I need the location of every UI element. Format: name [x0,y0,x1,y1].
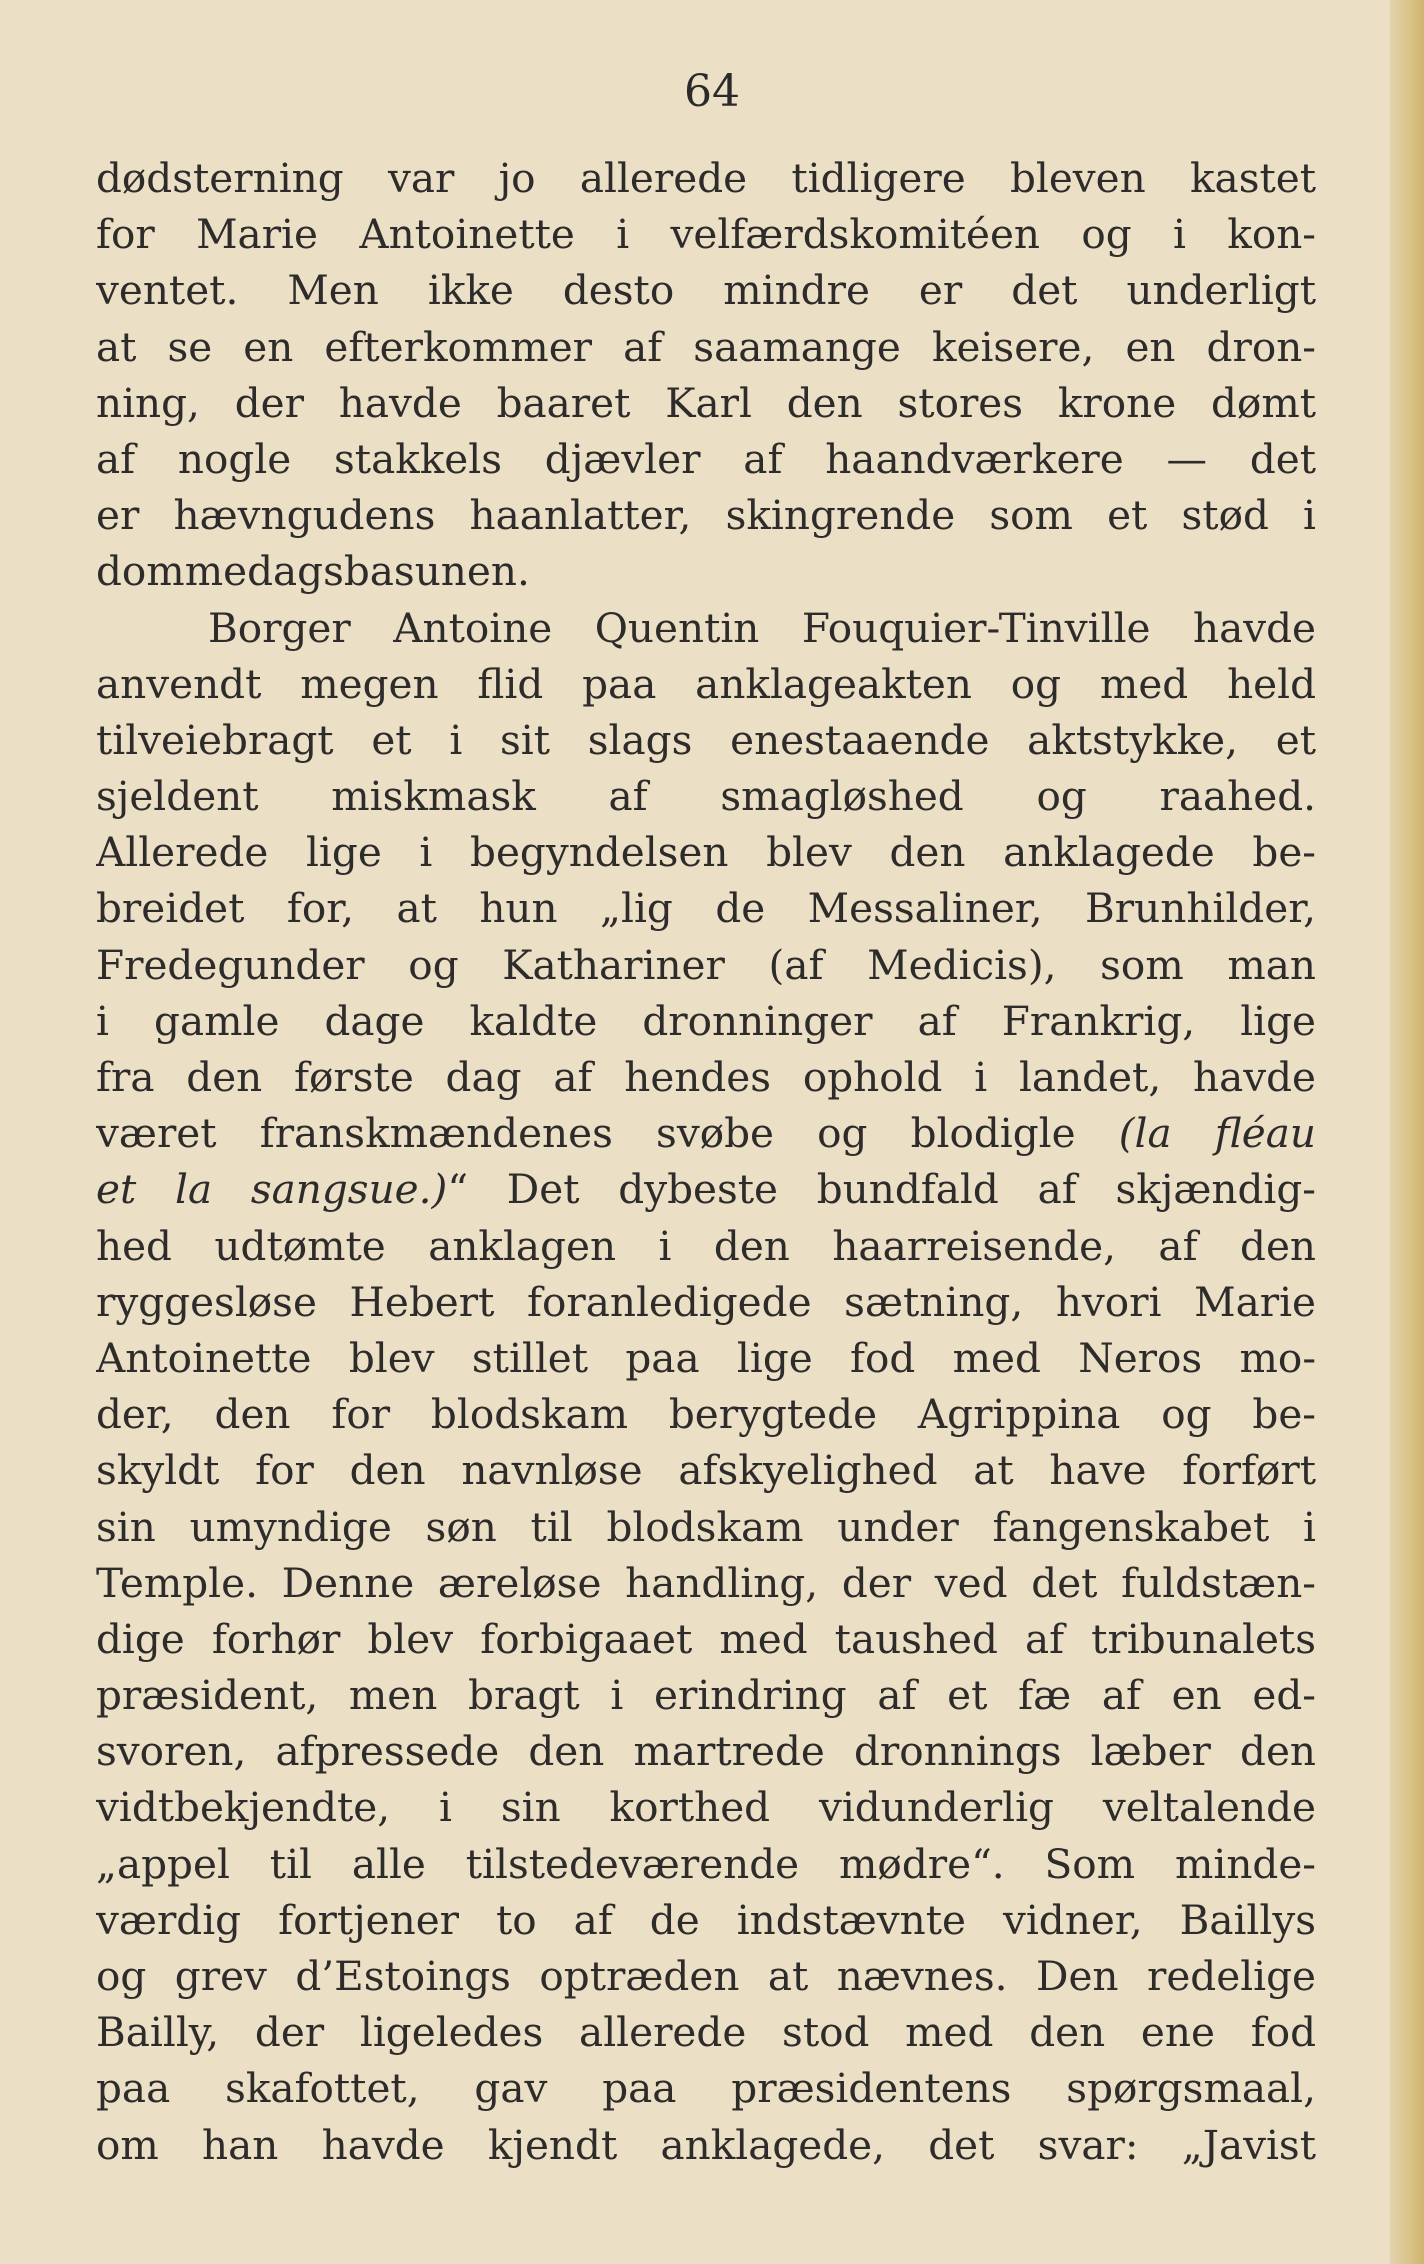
text-line [96,1218,1316,1274]
line-text: ning, der havde baaret Karl den stores krone dømt [96,378,1316,427]
line-text: i gamle dage kaldte dronninger af Frankrig, lige [96,996,1316,1045]
text-line [96,375,1316,431]
page-number: 64 [684,66,740,117]
line-text: anvendt megen flid paa anklageakten og med held [96,659,1316,708]
text-line [96,768,1316,824]
line-text: hed udtømte anklagen i den haarreisende, af den [96,1221,1316,1270]
line-text: for Marie Antoinette i velfærdskomitéen og i kon- [96,210,1316,259]
line-text: sjeldent miskmask af smagløshed og raahed. [96,772,1316,821]
text-line [96,543,1316,599]
line-text: ryggesløse Hebert foranledigede sætning, hvori Marie [96,1277,1316,1326]
line-text: Temple. Denne æreløse handling, der ved det fuldstæn- [96,1558,1316,1607]
text-line [96,993,1316,1049]
line-text: værdig fortjener to af de indstævnte vidner, Baillys [96,1895,1316,1944]
text-line [96,824,1316,880]
line-text: paa skafottet, gav paa præsidentens spørgsmaal, [96,2064,1316,2113]
line-text: sin umyndige søn til blodskam under fangenskabet i [96,1502,1316,1551]
text-line [96,600,1316,656]
italic-phrase: (la fléau [1075,1109,1316,1158]
text-line [96,1330,1316,1386]
line-text: at se en efterkommer af saamange keisere, en dron- [96,322,1316,371]
text-line [96,1836,1316,1892]
line-text: Antoinette blev stillet paa lige fod med Neros mo- [96,1333,1316,1382]
text-line [96,880,1316,936]
line-text: af nogle stakkels djævler af haandværkere — det [96,434,1316,483]
text-line [96,1049,1316,1105]
line-text: ventet. Men ikke desto mindre er det underligt [96,266,1316,315]
page-edge [1390,0,1424,2264]
line-text: fra den første dag af hendes ophold i landet, havde [96,1053,1316,1101]
text-line [96,487,1316,543]
text-line [96,712,1316,768]
text-line [96,1161,1316,1217]
text-line [96,262,1316,318]
text-line [96,1499,1316,1555]
text-line [96,1892,1316,1948]
text-line [96,937,1316,993]
line-text: præsident, men bragt i erindring af et fæ af en ed- [96,1671,1316,1720]
line-text: der, den for blodskam berygtede Agrippina og be- [96,1390,1316,1439]
line-text: dødsterning var jo allerede tidligere bleven kastet [96,154,1316,202]
text-line [96,1779,1316,1835]
line-text: svoren, afpressede den martrede dronnings læber den [96,1727,1316,1776]
line-text: “ Det dybeste bundfald af skjændig- [447,1165,1316,1214]
text-line [96,2004,1316,2060]
text-line [96,431,1316,487]
line-text: og grev d’Estoings optræden at nævnes. Den redelige [96,1952,1316,2000]
line-text: Allerede lige i begyndelsen blev den anklagede be- [96,828,1316,877]
body-text [96,150,1316,2173]
line-text: Borger Antoine Quentin Fouquier-Tinville havde [208,603,1316,652]
italic-phrase: et la sangsue.) [96,1165,448,1214]
text-line [96,1274,1316,1330]
text-line [96,1386,1316,1442]
text-line [96,1611,1316,1667]
text-line [96,319,1316,375]
text-line [96,2117,1316,2173]
line-text: „appel til alle tilstedeværende mødre“. Som minde- [96,1839,1316,1888]
line-text: Bailly, der ligeledes allerede stod med den ene fod [96,2008,1316,2057]
line-text: dommedagsbasunen. [96,547,530,596]
text-line [96,1723,1316,1779]
line-text: været franskmændenes svøbe og blodigle [96,1109,1076,1158]
text-line [96,1555,1316,1611]
line-text: skyldt for den navnløse afskyelighed at have forført [96,1446,1316,1495]
text-line [96,2060,1316,2116]
text-line [96,206,1316,262]
text-line [96,1667,1316,1723]
line-text: tilveiebragt et i sit slags enestaaende aktstykke, et [96,715,1316,764]
text-line [96,1442,1316,1498]
line-text: dige forhør blev forbigaaet med taushed af tribunalets [96,1614,1316,1663]
line-text: breidet for, at hun „lig de Messaliner, Brunhilder, [96,884,1316,933]
line-text: Fredegunder og Kathariner (af Medicis), som man [96,940,1316,989]
text-line [96,1948,1316,2004]
line-text: er hævngudens haanlatter, skingrende som et stød i [96,491,1316,540]
line-text: om han havde kjendt anklagede, det svar: „Javist [96,2120,1316,2169]
line-text: vidtbekjendte, i sin korthed vidunderlig veltalende [96,1783,1316,1832]
text-line [96,656,1316,712]
text-line [96,150,1316,206]
text-line [96,1105,1316,1161]
